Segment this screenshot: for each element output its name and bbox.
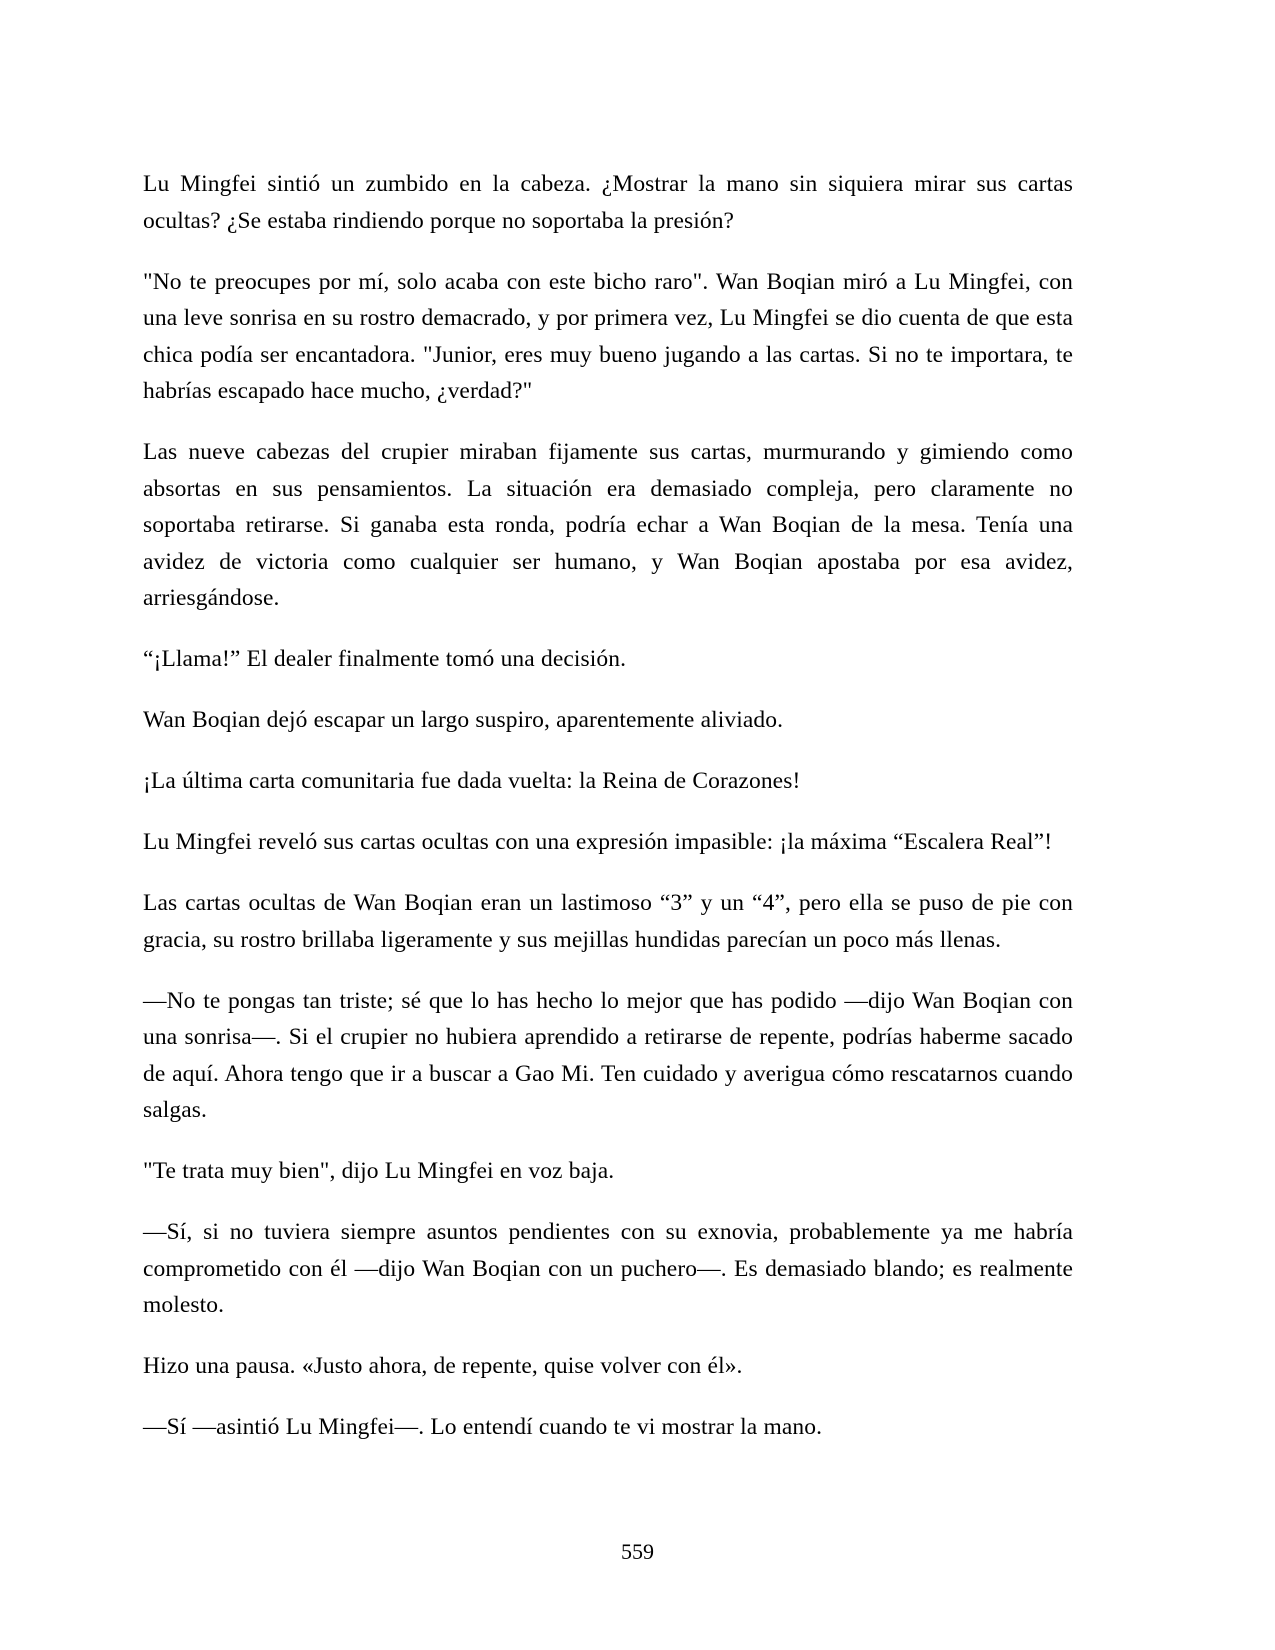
paragraph: "Te trata muy bien", dijo Lu Mingfei en voz baja. — [143, 1158, 615, 1184]
body-text-column — [143, 166, 1073, 1446]
paragraph: —Sí, si no tuviera siempre asuntos pendientes con su exnovia, probablemente ya me habría comprometido con él —dijo Wan Boqian con un puchero—. Es demasiado blando; es realmente molesto. — [143, 1219, 1073, 1318]
paragraph: Hizo una pausa. «Justo ahora, de repente, quise volver con él». — [143, 1353, 743, 1379]
paragraph: “¡Llama!” El dealer finalmente tomó una decisión. — [143, 646, 627, 672]
paragraph: Las cartas ocultas de Wan Boqian eran un lastimoso “3” y un “4”, pero ella se puso de pie con gracia, su rostro brillaba ligeramente y sus mejillas hundidas parecían un poco más llenas. — [143, 890, 1073, 953]
paragraph: Las nueve cabezas del crupier miraban fijamente sus cartas, murmurando y gimiendo como absortas en sus pensamientos. La situación era demasiado compleja, pero claramente no soportaba retirarse. Si ganaba esta ronda, podría echar a Wan Boqian de la mesa. Tenía una avidez de victoria como cualquier ser humano, y Wan Boqian apostaba por esa avidez, arriesgándose. — [143, 439, 1073, 611]
paragraph: Wan Boqian dejó escapar un largo suspiro, aparentemente aliviado. — [143, 707, 784, 733]
paragraph: —Sí —asintió Lu Mingfei—. Lo entendí cuando te vi mostrar la mano. — [143, 1414, 823, 1440]
paragraph: "No te preocupes por mí, solo acaba con este bicho raro". Wan Boqian miró a Lu Mingfei, con una leve sonrisa en su rostro demacrado, y por primera vez, Lu Mingfei se dio cuenta de que esta chica podía ser encantadora. "Junior, eres muy bueno jugando a las cartas. Si no te importara, te habrías escapado hace mucho, ¿verdad?" — [143, 268, 1073, 404]
paragraph: —No te pongas tan triste; sé que lo has hecho lo mejor que has podido —dijo Wan Boqian con una sonrisa—. Si el crupier no hubiera aprendido a retirarse de repente, podrías haberme sacado de aquí. Ahora tengo que ir a buscar a Gao Mi. Ten cuidado y averigua cómo rescatarnos cuando salgas. — [143, 987, 1073, 1123]
page-number: 559 — [621, 1539, 654, 1564]
paragraph: ¡La última carta comunitaria fue dada vuelta: la Reina de Corazones! — [143, 768, 801, 794]
paragraph: Lu Mingfei reveló sus cartas ocultas con una expresión impasible: ¡la máxima “Escalera Real”! — [143, 829, 1053, 855]
paragraph: Lu Mingfei sintió un zumbido en la cabeza. ¿Mostrar la mano sin siquiera mirar sus cartas ocultas? ¿Se estaba rindiendo porque no soportaba la presión? — [143, 171, 1073, 234]
